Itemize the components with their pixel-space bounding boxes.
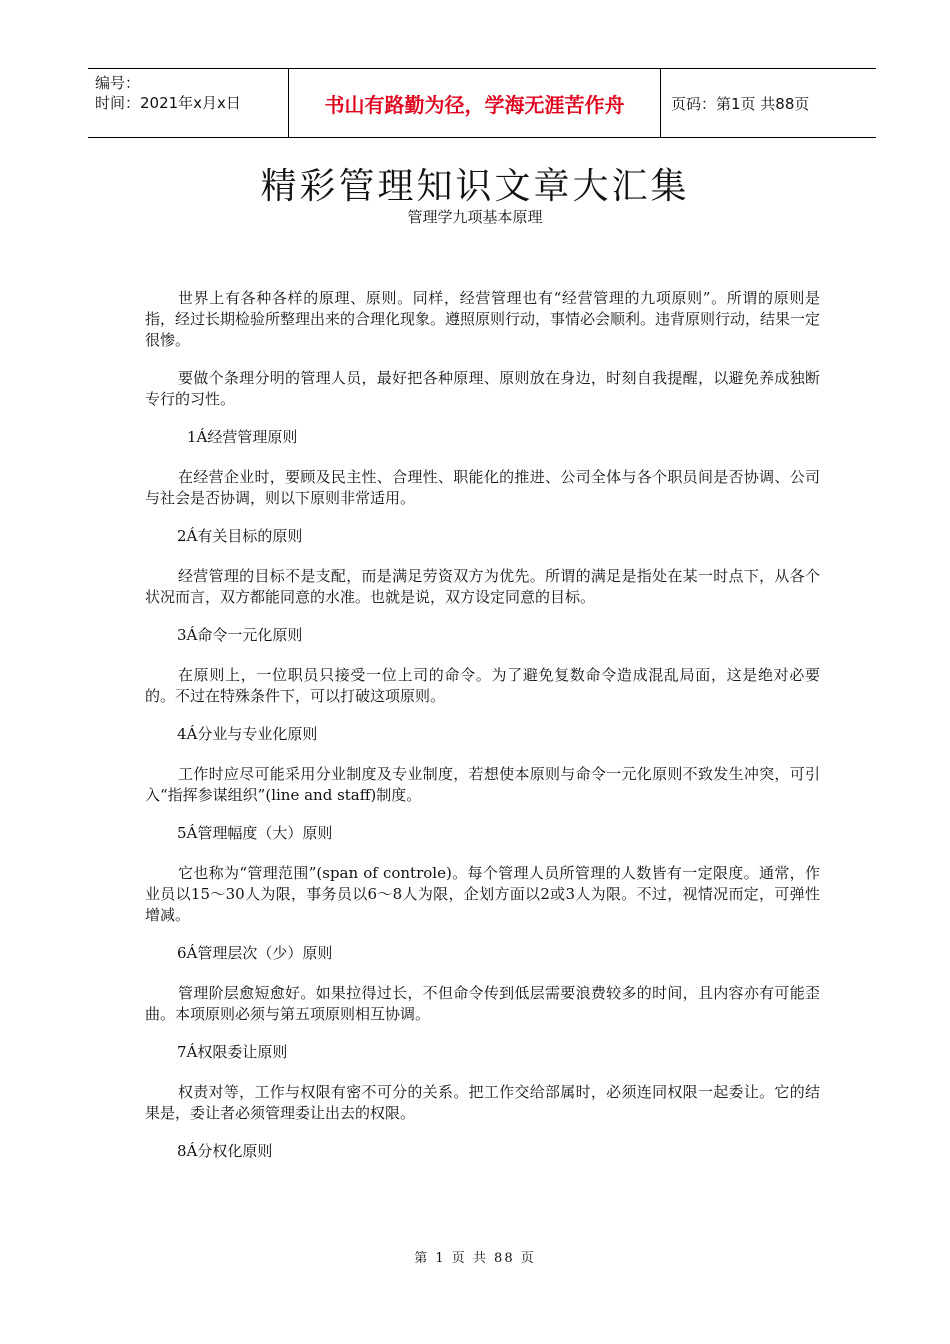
document-time-label: 时间：2021年x月x日 xyxy=(95,94,241,112)
section-heading: 7Á权限委让原则 xyxy=(177,1043,288,1061)
body-paragraph: 经营管理的目标不是支配，而是满足劳资双方为优先。所谓的满足是指处在某一时点下，从各个状况而言，双方都能同意的水准。也就是说，双方设定同意的目标。 xyxy=(145,567,820,606)
header-page-number: 页码：第1页 共88页 xyxy=(671,94,810,113)
body-paragraph: 它也称为“管理范围”(span of controle)。每个管理人员所管理的人数皆有一定限度。通常，作业员以15～30人为限，事务员以6～8人为限，企划方面以2或3人为限。不过，视情况而定，可弹性增减。 xyxy=(145,864,820,924)
header-motto: 书山有路勤为径，学海无涯苦作舟 xyxy=(288,69,661,137)
section-heading: 8Á分权化原则 xyxy=(177,1142,273,1160)
body-paragraph: 要做个条理分明的管理人员，最好把各种原理、原则放在身边，时刻自我提醒，以避免养成独断专行的习性。 xyxy=(145,369,820,408)
page-footer: 第 1 页 共 88 页 xyxy=(414,1251,536,1266)
document-body xyxy=(145,288,820,1181)
body-paragraph: 世界上有各种各样的原理、原则。同样，经营管理也有“经营管理的九项原则”。所谓的原则是指，经过长期检验所整理出来的合理化现象。遵照原则行动，事情必会顺利。违背原则行动，结果一定很惨。 xyxy=(145,289,821,349)
section-heading: 2Á有关目标的原则 xyxy=(177,527,303,545)
document-title: 精彩管理知识文章大汇集 xyxy=(260,166,690,207)
body-paragraph: 在原则上，一位职员只接受一位上司的命令。为了避免复数命令造成混乱局面，这是绝对必要的。不过在特殊条件下，可以打破这项原则。 xyxy=(145,666,820,705)
header-meta xyxy=(88,69,288,137)
body-paragraph: 管理阶层愈短愈好。如果拉得过长，不但命令传到低层需要浪费较多的时间，且内容亦有可能歪曲。本项原则必须与第五项原则相互协调。 xyxy=(145,984,820,1023)
section-heading: 3Á命令一元化原则 xyxy=(177,626,303,644)
section-heading: 6Á管理层次（少）原则 xyxy=(177,944,333,962)
page-header xyxy=(88,68,876,138)
section-heading: 5Á管理幅度（大）原则 xyxy=(177,824,333,842)
body-paragraph: 权责对等，工作与权限有密不可分的关系。把工作交给部属时，必须连同权限一起委让。它的结果是，委让者必须管理委让出去的权限。 xyxy=(145,1083,820,1122)
body-paragraph: 在经营企业时，要顾及民主性、合理性、职能化的推进、公司全体与各个职员间是否协调、公司与社会是否协调，则以下原则非常适用。 xyxy=(145,468,820,507)
section-heading: 4Á分业与专业化原则 xyxy=(177,725,318,743)
body-paragraph: 工作时应尽可能采用分业制度及专业制度，若想使本原则与命令一元化原则不致发生冲突，可引入“指挥参谋组织”(line and staff)制度。 xyxy=(145,765,820,804)
document-number-label: 编号： xyxy=(95,74,141,92)
section-heading: 1Á经营管理原则 xyxy=(187,428,298,446)
document-subtitle: 管理学九项基本原理 xyxy=(407,208,543,226)
